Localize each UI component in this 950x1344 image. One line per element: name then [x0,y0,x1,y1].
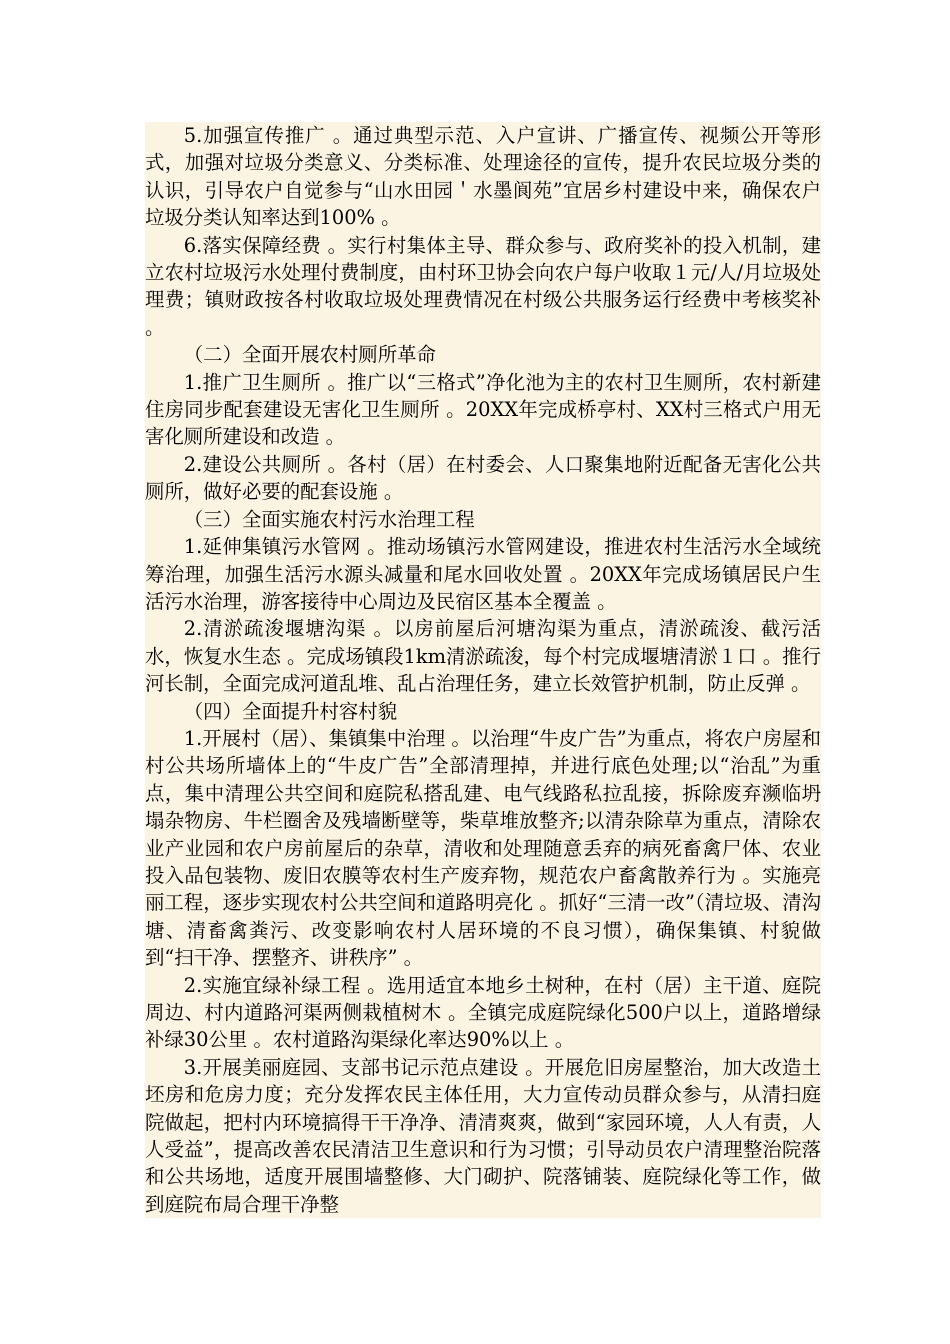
paragraph-public-toilet: 2.建设公共厕所 。各村（居）在村委会、人口聚集地附近配备无害化公共厕所，做好必要的配套设施 。 [145,451,821,506]
section-heading-village: （四）全面提升村容村貌 [145,698,821,725]
paragraph-promotion: 5.加强宣传推广 。通过典型示范、入户宣讲、广播宣传、视频公开等形式，加强对垃圾分类意义、分类标准、处理途径的宣传，提升农民垃圾分类的认识，引导农户自觉参与“山水田园＇水墨阆苑”宜居乡村建设中来，确保农户垃圾分类认知率达到100% 。 [145,122,821,232]
paragraph-greening: 2.实施宜绿补绿工程 。选用适宜本地乡土树种，在村（居）主干道、庭院周边、村内道路河渠两侧栽植树木 。全镇完成庭院绿化500户以上，道路增绿补绿30公里 。农村道路沟渠绿化率达90%以上 。 [145,972,821,1054]
document-body [145,122,821,1218]
paragraph-funding: 6.落实保障经费 。实行村集体主导、群众参与、政府奖补的投入机制，建立农村垃圾污水处理付费制度，由村环卫协会向农户每户收取１元/人/月垃圾处理费；镇财政按各村收取垃圾处理费情况在村级公共服务运行经费中考核奖补 。 [145,232,821,342]
paragraph-dredging: 2.清淤疏浚堰塘沟渠 。以房前屋后河塘沟渠为重点，清淤疏浚、截污活水，恢复水生态 。完成场镇段1km清淤疏浚，每个村完成堰塘清淤１口 。推行河长制，全面完成河道乱堆、乱占治理任务，建立长效管护机制，防止反弹 。 [145,615,821,697]
paragraph-sewage-network: 1.延伸集镇污水管网 。推动场镇污水管网建设，推进农村生活污水全域统筹治理，加强生活污水源头减量和尾水回收处置 。20XX年完成场镇居民户生活污水治理，游客接待中心周边及民宿区基本全覆盖 。 [145,533,821,615]
section-heading-sewage: （三）全面实施农村污水治理工程 [145,506,821,533]
paragraph-courtyard: 3.开展美丽庭园、支部书记示范点建设 。开展危旧房屋整治，加大改造土坯房和危房力度；充分发挥农民主体任用，大力宣传动员群众参与，从清扫庭院做起，把村内环境搞得干干净净、清清爽爽，做到“家园环境，人人有责，人人受益”，提高改善农民清洁卫生意识和行为习惯；引导动员农户清理整治院落和公共场地，适度开展围墙整修、大门砌护、院落铺装、庭院绿化等工作，做到庭院布局合理干净整 [145,1054,821,1218]
section-heading-toilet: （二）全面开展农村厕所革命 [145,341,821,368]
paragraph-sanitary-toilet: 1.推广卫生厕所 。推广以“三格式”净化池为主的农村卫生厕所，农村新建住房同步配套建设无害化卫生厕所 。20XX年完成桥亭村、XX村三格式户用无害化厕所建设和改造 。 [145,369,821,451]
paragraph-town-governance: 1.开展村（居）、集镇集中治理 。以治理“牛皮广告”为重点，将农户房屋和村公共场所墙体上的“牛皮广告”全部清理掉，并进行底色处理;以“治乱”为重点，集中清理公共空间和庭院私搭乱建、电气线路私拉乱接，拆除废弃濒临坍塌杂物房、牛栏圈舍及残墙断壁等，柴草堆放整齐;以清杂除草为重点，清除农业产业园和农户房前屋后的杂草，清收和处理随意丢弃的病死畜禽尸体、农业投入品包装物、废旧农膜等农村生产废弃物，规范农户畜禽散养行为 。实施亮丽工程，逐步实现农村公共空间和道路明亮化 。抓好“三清一改”（清垃圾、清沟塘、清畜禽粪污、改变影响农村人居环境的不良习惯），确保集镇、村貌做到“扫干净、摆整齐、讲秩序” 。 [145,725,821,972]
